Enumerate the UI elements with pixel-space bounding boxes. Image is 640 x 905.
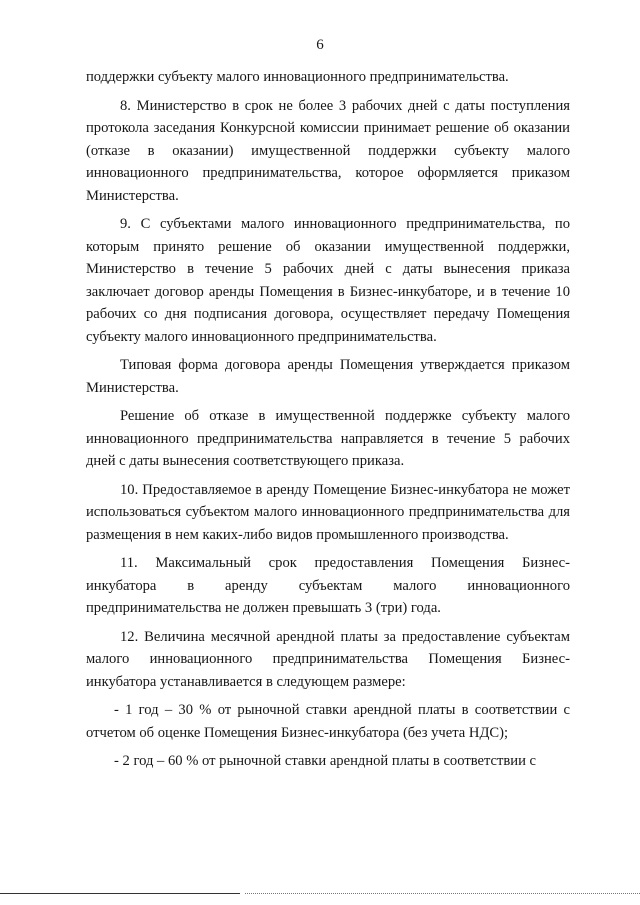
page-number: 6: [316, 37, 324, 53]
document-body: [86, 66, 570, 773]
footer-dotted-rule: [245, 893, 640, 894]
paragraph-item-11: 11. Максимальный срок предоставления Помещения Бизнес-инкубатора в аренду субъектам малого инновационного предпринимательства не должен превышать 3 (три) года.: [86, 555, 570, 616]
list-item-year-2: - 2 год – 60 % от рыночной ставки арендной платы в соответствии с: [114, 753, 537, 769]
footer-rule: [0, 893, 240, 894]
paragraph-standard-form: Типовая форма договора аренды Помещения утверждается приказом Министерства.: [86, 357, 570, 396]
paragraph-continuation: поддержки субъекту малого инновационного предпринимательства.: [86, 69, 509, 85]
paragraph-refusal-decision: Решение об отказе в имущественной поддержке субъекту малого инновационного предпринимательства направляется в течение 5 рабочих дней с даты вынесения соответствующего приказа.: [86, 408, 570, 469]
paragraph-item-10: 10. Предоставляемое в аренду Помещение Бизнес-инкубатора не может использоваться субъектом малого инновационного предпринимательства для размещения в нем каких-либо видов промышленного производства.: [86, 481, 570, 543]
paragraph-item-9: 9. С субъектами малого инновационного предпринимательства, по которым принято решение об оказании имущественной поддержки, Министерство в течение 5 рабочих дней с даты вынесения приказа заключает договор аренды Помещения в Бизнес-инкубаторе, и в течение 10 рабочих со дня подписания договора, осуществляет передачу Помещения субъекту малого инновационного предпринимательства.: [86, 216, 570, 345]
list-item-year-1: - 1 год – 30 % от рыночной ставки арендной платы в соответствии с отчетом об оценке Помещения Бизнес-инкубатора (без учета НДС);: [86, 702, 570, 741]
paragraph-item-12: 12. Величина месячной арендной платы за предоставление субъектам малого инновационного предпринимательства Помещения Бизнес-инкубатора устанавливается в следующем размере:: [86, 628, 570, 690]
paragraph-item-8: 8. Министерство в срок не более 3 рабочих дней с даты поступления протокола заседания Конкурсной комиссии принимает решение об оказании (отказе в оказании) имущественной поддержки субъекту малого инновационного предпринимательства, которое оформляется приказом Министерства.: [86, 97, 570, 204]
